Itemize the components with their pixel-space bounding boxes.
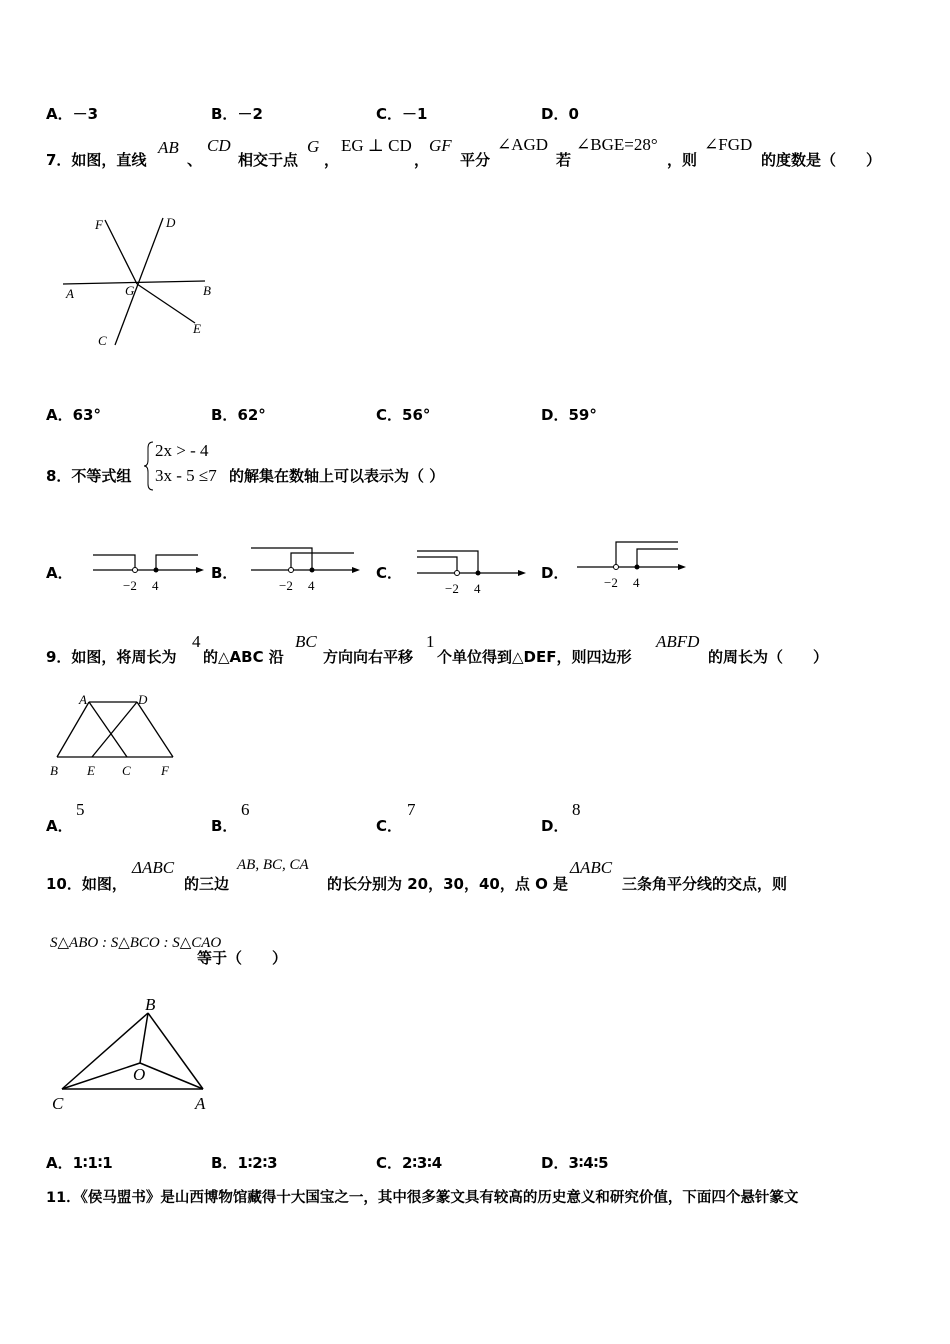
q8-option-c-numberline [412, 543, 532, 600]
q7-option-b: B．62° [211, 406, 266, 424]
q9-quad-abfd: ABFD [656, 632, 700, 651]
q10-option-c: C．2∶3∶4 [376, 1154, 443, 1172]
q10-option-a: A．1∶1∶1 [46, 1154, 113, 1172]
q9-text-2: 方向向右平移 [323, 648, 414, 666]
q6-option-b: B．－2 [211, 105, 263, 123]
q10-sides: AB, BC, CA [237, 857, 309, 873]
q7-label-c: C [98, 333, 107, 348]
q7-text-3: 平分 [460, 151, 491, 169]
q10-text-4: 等于（ ） [197, 949, 288, 967]
q7-angle-agd: ∠AGD [497, 135, 549, 154]
q10-triangle-2: ΔABC [570, 858, 613, 877]
q9-label-a: A [79, 692, 87, 707]
q7-eg-perp-cd: EG ⊥ CD [341, 136, 412, 155]
q8-system [155, 438, 217, 488]
q8-option-d-numberline [572, 535, 692, 592]
q9-option-d-label: D． [541, 817, 569, 835]
q8-option-a-numberline [88, 545, 208, 597]
q9-option-d-value: 8 [572, 800, 581, 819]
q9-units: 1 [426, 632, 435, 651]
q10-area-ratio: S△ABO : S△BCO : S△CAO [50, 935, 222, 951]
q8-a-tick-1: −2 [123, 578, 137, 593]
q7-label-f: F [95, 217, 103, 232]
q6-option-a: A．－3 [46, 105, 99, 123]
q8-b-tick-2: 4 [308, 578, 315, 593]
q9-text-3: 个单位得到△DEF，则四边形 [437, 648, 632, 666]
q8-inequality-2: 3x - 5 ≤7 [155, 466, 217, 485]
q8-option-c-label: C． [376, 564, 403, 582]
q7-point-g: G [307, 137, 320, 156]
q7-label-g: G [125, 283, 135, 298]
q10-text-3: 三条角平分线的交点，则 [622, 875, 788, 893]
q7-angle-bge: ∠BGE=28° [576, 135, 658, 154]
q10-option-b: B．1∶2∶3 [211, 1154, 278, 1172]
q10-triangle: ΔABC [132, 858, 175, 877]
q7-text-2: 相交于点 [238, 151, 299, 169]
q8-tail: 的解集在数轴上可以表示为（ ） [229, 467, 445, 485]
q6-option-d: D．0 [541, 105, 579, 123]
q8-brace [143, 440, 155, 492]
q7-angle-fgd: ∠FGD [704, 135, 753, 154]
q8-option-b-numberline [246, 540, 366, 597]
q9-direction-bc: BC [295, 632, 317, 651]
q11-text: 11．《侯马盟书》是山西博物馆藏得十大国宝之一，其中很多篆文具有较高的历史意义和研究价值，下面四个悬针篆文 [46, 1190, 799, 1206]
q9-text-4: 的周长为（ ） [708, 648, 829, 666]
q7-label-d: D [166, 215, 176, 230]
q7-text-4: 若 [556, 151, 572, 169]
q8-option-d-label: D． [541, 564, 569, 582]
q7-option-c: C．56° [376, 406, 431, 424]
q9-number: 9．如图，将周长为 [46, 648, 177, 666]
q9-text-1: 的△ABC 沿 [203, 648, 284, 666]
q9-label-c: C [122, 763, 131, 778]
q9-option-b-label: B． [211, 817, 238, 835]
q6-option-c: C．－1 [376, 105, 428, 123]
q9-option-b-value: 6 [241, 800, 250, 819]
q9-figure [45, 690, 190, 780]
q8-a-tick-2: 4 [152, 578, 159, 593]
q8-c-tick-1: −2 [445, 581, 459, 596]
q10-label-a: A [195, 1094, 206, 1113]
q10-text-1: 的三边 [184, 875, 230, 893]
q8-d-tick-1: −2 [604, 575, 618, 590]
q7-label-a: A [66, 286, 74, 301]
q9-option-c-label: C． [376, 817, 403, 835]
q10-label-b: B [145, 995, 156, 1014]
q7-number: 7．如图，直线 [46, 151, 147, 169]
q10-option-d: D．3∶4∶5 [541, 1154, 609, 1172]
q9-label-b: B [50, 763, 58, 778]
q9-label-e: E [87, 763, 95, 778]
q9-perimeter: 4 [192, 632, 201, 651]
q7-line-ab: AB [158, 138, 179, 157]
q7-sep: 、 [187, 151, 203, 169]
q7-text-5: ，则 [667, 151, 698, 169]
q10-label-o: O [133, 1065, 146, 1084]
q7-option-a: A．63° [46, 406, 101, 424]
q9-option-a-label: A． [46, 817, 73, 835]
q8-d-tick-2: 4 [633, 575, 640, 590]
q8-inequality-1: 2x > - 4 [155, 441, 209, 460]
q7-label-b: B [203, 283, 211, 298]
q8-option-b-label: B． [211, 564, 238, 582]
q7-option-d: D．59° [541, 406, 597, 424]
q8-number: 8．不等式组 [46, 467, 132, 485]
q7-comma-1: ， [324, 151, 340, 169]
q9-label-d: D [138, 692, 148, 707]
q10-label-c: C [52, 1094, 64, 1113]
q7-line-cd: CD [207, 136, 231, 155]
q9-option-a-value: 5 [76, 800, 85, 819]
q8-option-a-label: A． [46, 564, 73, 582]
q7-comma-2: ， [414, 151, 430, 169]
q10-number: 10．如图， [46, 875, 127, 893]
q7-figure [55, 205, 230, 355]
q9-label-f: F [161, 763, 169, 778]
q8-b-tick-1: −2 [279, 578, 293, 593]
q10-text-2: 的长分别为 20，30，40，点 O 是 [327, 875, 569, 893]
q7-text-6: 的度数是（ ） [761, 151, 882, 169]
q7-ray-gf: GF [429, 136, 452, 155]
q7-label-e: E [193, 321, 201, 336]
q10-figure [48, 993, 218, 1118]
q8-c-tick-2: 4 [474, 581, 481, 596]
q9-option-c-value: 7 [407, 800, 416, 819]
